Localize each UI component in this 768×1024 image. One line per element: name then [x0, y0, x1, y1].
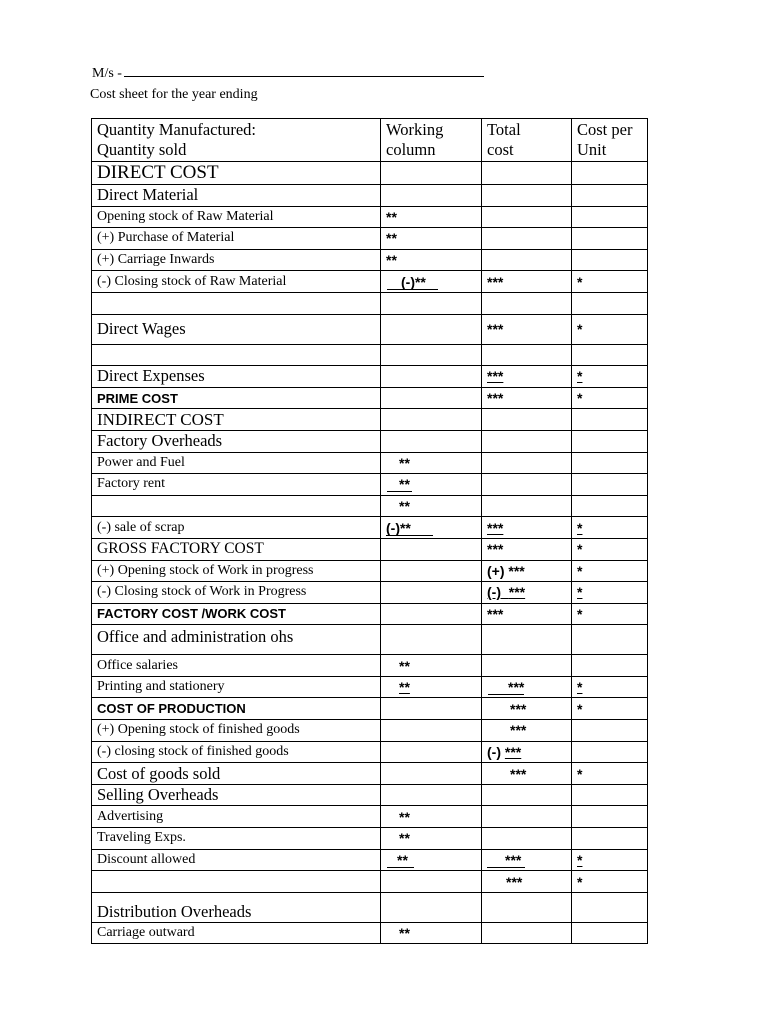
- discount-total: ***: [482, 849, 572, 871]
- table-row: [92, 474, 648, 496]
- closing-raw-working: (-)**: [381, 271, 482, 293]
- table-row: [92, 922, 648, 944]
- table-row: [92, 828, 648, 850]
- gross-factory-total: ***: [482, 538, 572, 560]
- closing-fg-total: (-) ***: [482, 741, 572, 763]
- purchase-working: **: [381, 228, 482, 250]
- table-row: [92, 603, 648, 625]
- table-row: [92, 784, 648, 806]
- opening-raw-working: **: [381, 206, 482, 228]
- row-label-advertising: Advertising: [92, 806, 381, 828]
- carriage-inwards-working: **: [381, 249, 482, 271]
- factory-rent-working: **: [381, 474, 482, 496]
- direct-expenses-unit: *: [572, 366, 648, 388]
- table-row: [92, 720, 648, 742]
- row-label-prime-cost: PRIME COST: [92, 387, 381, 409]
- table-row: [92, 625, 648, 655]
- row-label-carriage-outward: Carriage outward: [92, 922, 381, 944]
- document-header: [92, 64, 484, 104]
- table-row: [92, 409, 648, 431]
- table-row: [92, 249, 648, 271]
- opening-wip-unit: *: [572, 560, 648, 582]
- table-row: [92, 452, 648, 474]
- cost-sheet-subtitle: Cost sheet for the year ending: [90, 87, 258, 102]
- table-row: [92, 344, 648, 366]
- header-cost-per-unit: Cost per Unit: [572, 119, 648, 162]
- row-label-factory-cost: FACTORY COST /WORK COST: [92, 603, 381, 625]
- table-row: [92, 676, 648, 698]
- prime-cost-unit: *: [572, 387, 648, 409]
- header-working-column: Working column: [381, 119, 482, 162]
- direct-expenses-total: ***: [482, 366, 572, 388]
- table-row: [92, 582, 648, 604]
- row-label-indirect-cost: INDIRECT COST: [92, 409, 381, 431]
- firm-name-blank: [124, 64, 484, 77]
- cogs-total: ***: [482, 763, 572, 785]
- table-row: [92, 271, 648, 293]
- table-row: [92, 495, 648, 517]
- prime-cost-total: ***: [482, 387, 572, 409]
- scrap-working: (-)**: [381, 517, 482, 539]
- row-label-office-salaries: Office salaries: [92, 655, 381, 677]
- row-label-cost-of-production: COST OF PRODUCTION: [92, 698, 381, 720]
- closing-raw-total: ***: [482, 271, 572, 293]
- selling-unit: *: [572, 871, 648, 893]
- direct-wages-total: ***: [482, 314, 572, 344]
- header-total-cost: Total cost: [482, 119, 572, 162]
- closing-raw-unit: *: [572, 271, 648, 293]
- row-label-discount: Discount allowed: [92, 849, 381, 871]
- opening-wip-total: (+) ***: [482, 560, 572, 582]
- selling-total: ***: [482, 871, 572, 893]
- row-label-traveling: Traveling Exps.: [92, 828, 381, 850]
- table-row: [92, 162, 648, 185]
- row-label-printing: Printing and stationery: [92, 676, 381, 698]
- printing-total: ***: [482, 676, 572, 698]
- row-label-power-fuel: Power and Fuel: [92, 452, 381, 474]
- table-row: [92, 849, 648, 871]
- ms-label: M/s -: [92, 66, 122, 81]
- row-label-factory-overheads: Factory Overheads: [92, 430, 381, 452]
- opening-fg-total: ***: [482, 720, 572, 742]
- printing-unit: *: [572, 676, 648, 698]
- row-label-direct-cost: DIRECT COST: [92, 162, 381, 185]
- row-label-closing-wip: (-) Closing stock of Work in Progress: [92, 582, 381, 604]
- firm-name-line: [92, 64, 484, 83]
- table-header-row: [92, 119, 648, 162]
- cost-of-production-unit: *: [572, 698, 648, 720]
- row-label-office-admin: Office and administration ohs: [92, 625, 381, 655]
- scrap-unit: *: [572, 517, 648, 539]
- row-label-gross-factory-cost: GROSS FACTORY COST: [92, 538, 381, 560]
- discount-working: **: [381, 849, 482, 871]
- traveling-working: **: [381, 828, 482, 850]
- row-label-opening-wip: (+) Opening stock of Work in progress: [92, 560, 381, 582]
- table-row: [92, 387, 648, 409]
- table-row: [92, 560, 648, 582]
- advertising-working: **: [381, 806, 482, 828]
- table-row: [92, 538, 648, 560]
- row-label-direct-material: Direct Material: [92, 185, 381, 207]
- row-label-cost-of-goods-sold: Cost of goods sold: [92, 763, 381, 785]
- table-row: [92, 430, 648, 452]
- table-row: [92, 206, 648, 228]
- discount-unit: *: [572, 849, 648, 871]
- row-label-opening-fg: (+) Opening stock of finished goods: [92, 720, 381, 742]
- table-row: [92, 763, 648, 785]
- table-row: [92, 228, 648, 250]
- closing-wip-total: (-) ***: [482, 582, 572, 604]
- row-label-factory-rent: Factory rent: [92, 474, 381, 496]
- table-row: [92, 741, 648, 763]
- office-salaries-working: **: [381, 655, 482, 677]
- closing-wip-unit: *: [572, 582, 648, 604]
- row-label-closing-fg: (-) closing stock of finished goods: [92, 741, 381, 763]
- table-row: [92, 698, 648, 720]
- row-label-distribution-overheads: Distribution Overheads: [92, 892, 381, 922]
- factory-subtotal-working: **: [381, 495, 482, 517]
- row-label-direct-wages: Direct Wages: [92, 314, 381, 344]
- table-row: [92, 806, 648, 828]
- printing-working: **: [381, 676, 482, 698]
- table-row: [92, 655, 648, 677]
- row-label-selling-overheads: Selling Overheads: [92, 784, 381, 806]
- power-fuel-working: **: [381, 452, 482, 474]
- scrap-total: ***: [482, 517, 572, 539]
- table-row: [92, 366, 648, 388]
- row-label-carriage-inwards: (+) Carriage Inwards: [92, 249, 381, 271]
- cost-of-production-total: ***: [482, 698, 572, 720]
- gross-factory-unit: *: [572, 538, 648, 560]
- direct-wages-unit: *: [572, 314, 648, 344]
- table-row: [92, 892, 648, 922]
- table-row: [92, 314, 648, 344]
- carriage-outward-working: **: [381, 922, 482, 944]
- row-label-opening-raw: Opening stock of Raw Material: [92, 206, 381, 228]
- factory-cost-unit: *: [572, 603, 648, 625]
- row-label-direct-expenses: Direct Expenses: [92, 366, 381, 388]
- table-row: [92, 871, 648, 893]
- table-row: [92, 517, 648, 539]
- cost-sheet-table: [91, 118, 648, 944]
- table-row: [92, 185, 648, 207]
- row-label-sale-of-scrap: (-) sale of scrap: [92, 517, 381, 539]
- cogs-unit: *: [572, 763, 648, 785]
- factory-cost-total: ***: [482, 603, 572, 625]
- row-label-purchase: (+) Purchase of Material: [92, 228, 381, 250]
- table-row: [92, 292, 648, 314]
- header-quantity: Quantity Manufactured: Quantity sold: [92, 119, 381, 162]
- row-label-closing-raw: (-) Closing stock of Raw Material: [92, 271, 381, 293]
